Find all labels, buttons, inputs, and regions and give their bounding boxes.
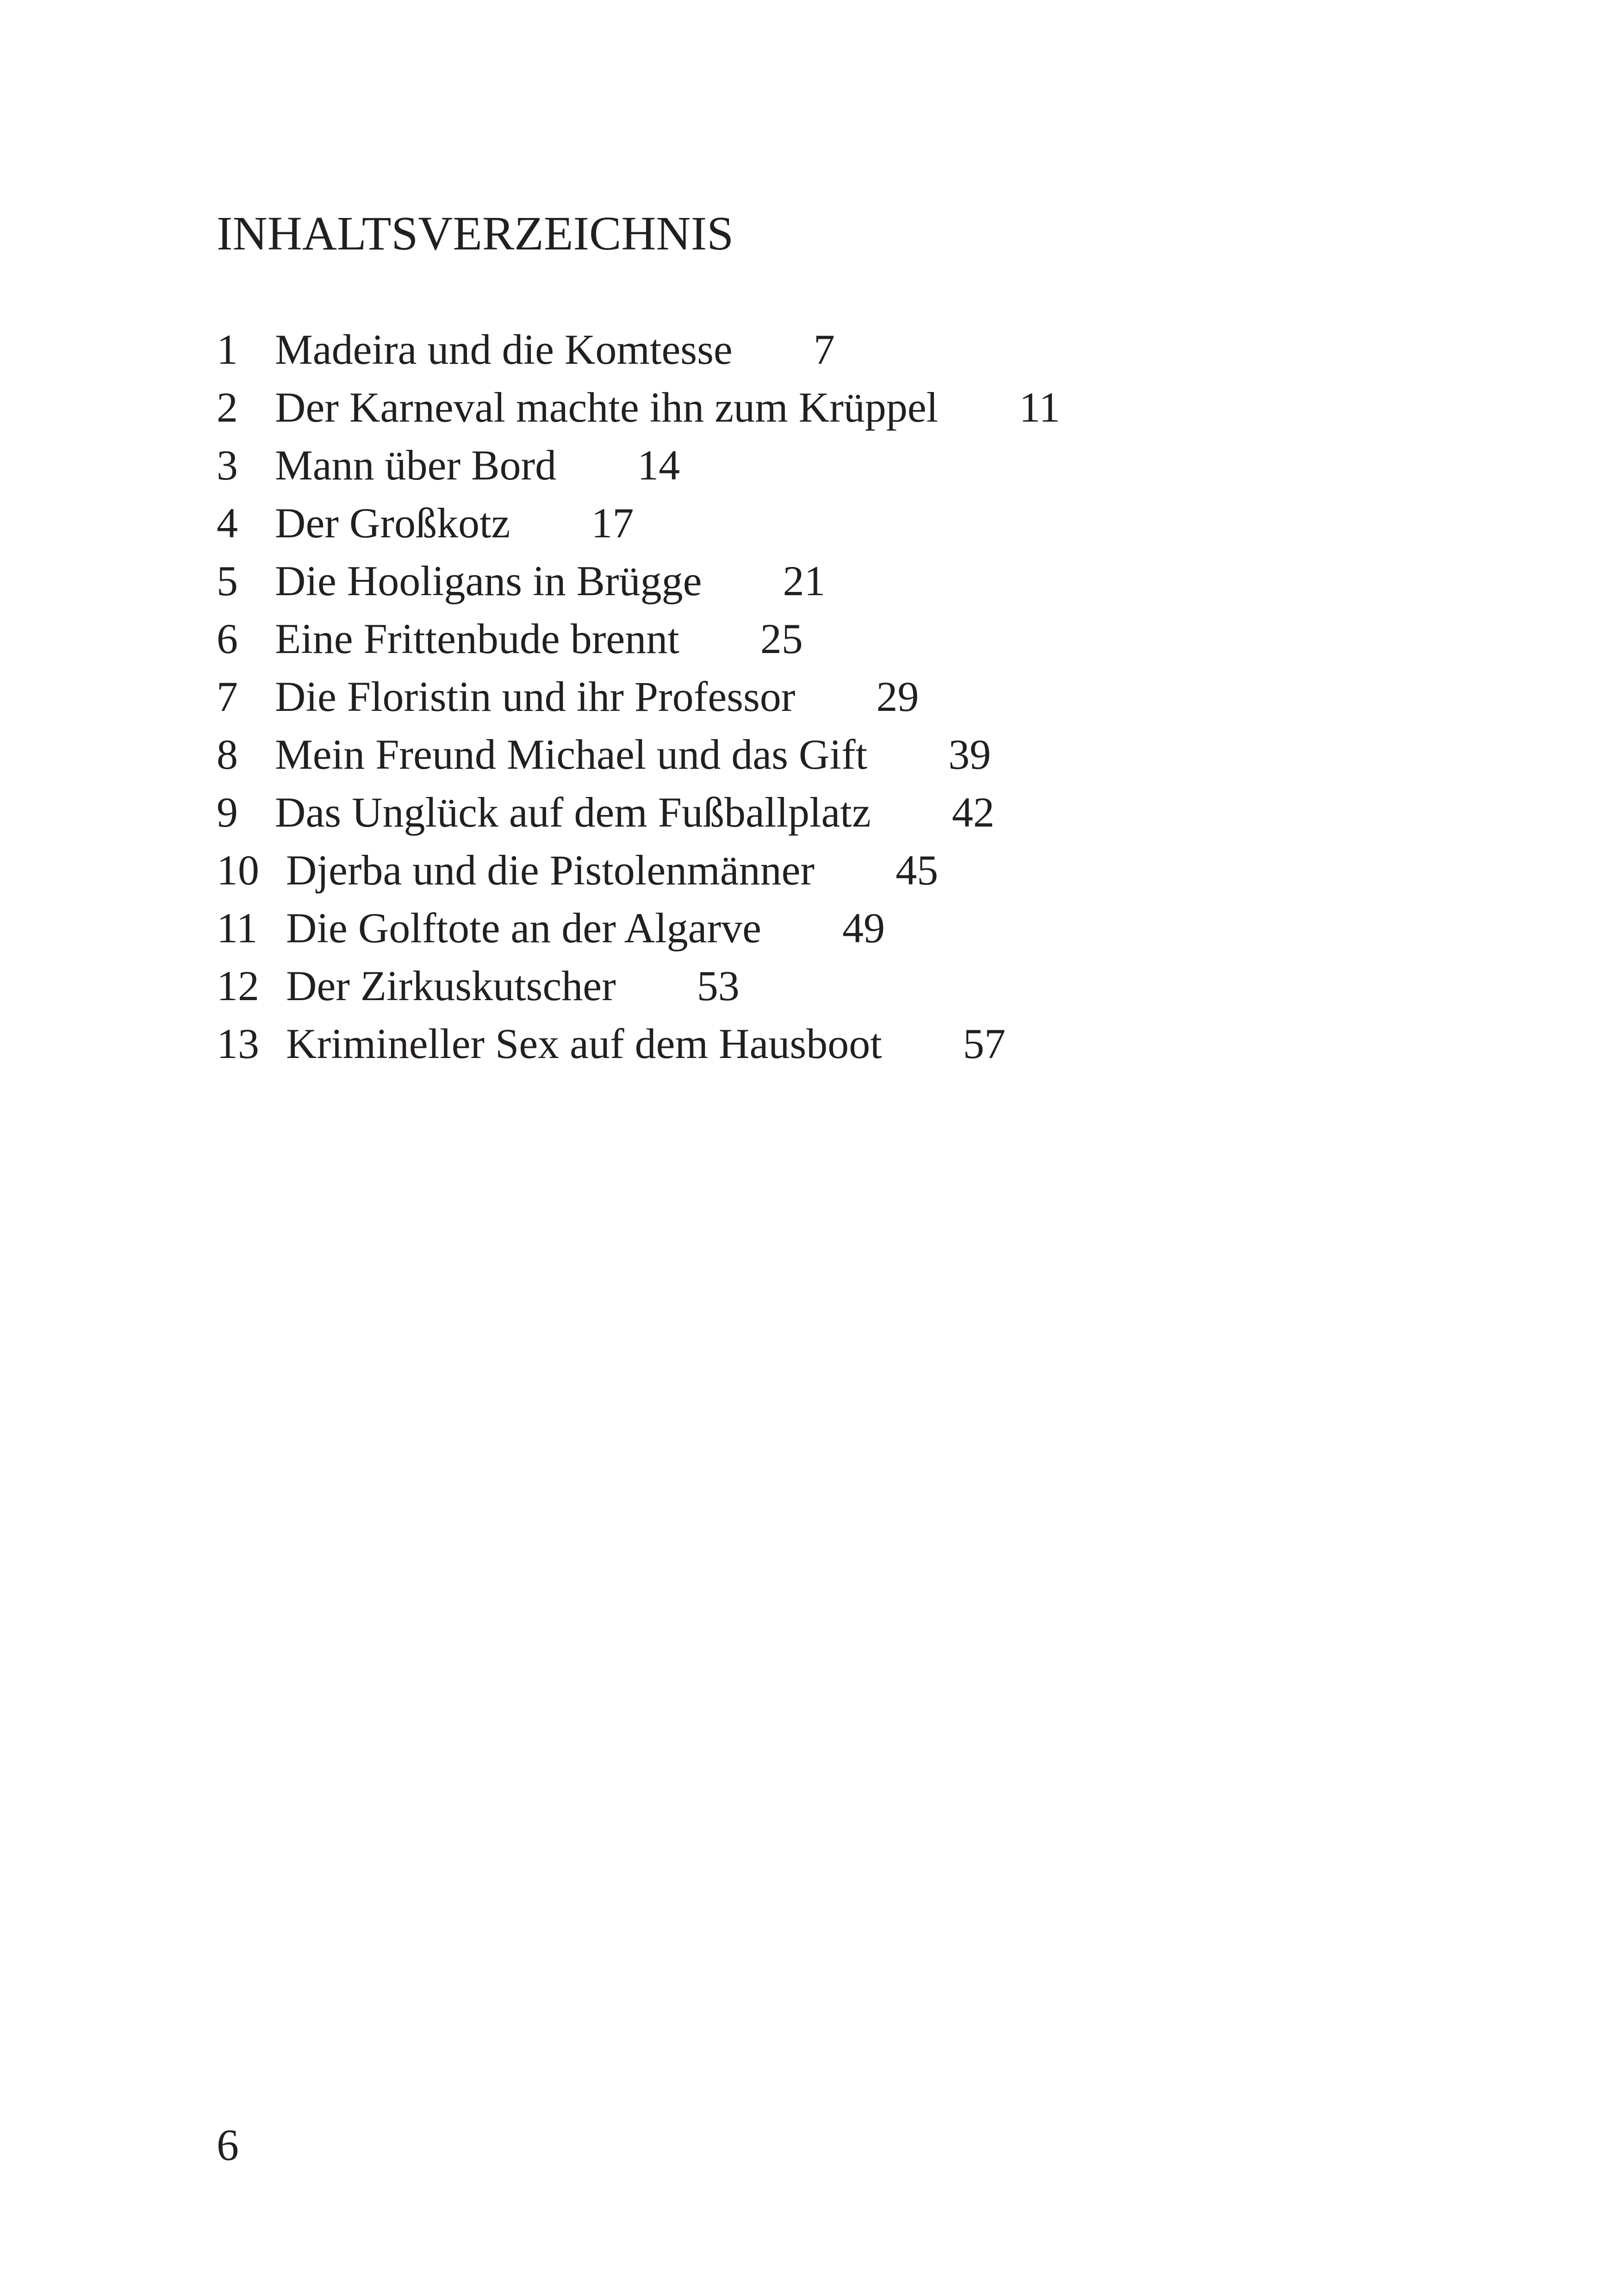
- chapter-page: 17: [591, 499, 634, 547]
- chapter-number: 11: [217, 904, 258, 952]
- toc-entry-13: [217, 1015, 1060, 1073]
- chapter-page: 14: [637, 442, 680, 489]
- chapter-title: Das Unglück auf dem Fußballplatz: [275, 789, 871, 836]
- toc-entry-9: [217, 784, 1060, 841]
- chapter-number: 4: [217, 499, 238, 547]
- chapter-number: 7: [217, 673, 238, 720]
- chapter-number: 9: [217, 789, 238, 836]
- chapter-title: Eine Frittenbude brennt: [275, 615, 679, 662]
- chapter-number: 3: [217, 442, 238, 489]
- toc-entry-7: [217, 668, 1060, 726]
- toc-entry-8: [217, 726, 1060, 784]
- chapter-title: Madeira und die Komtesse: [275, 326, 733, 373]
- chapter-number: 5: [217, 557, 238, 604]
- chapter-number: 2: [217, 384, 238, 431]
- chapter-page: 21: [783, 557, 826, 604]
- toc-entry-1: [217, 321, 1060, 379]
- chapter-title: Mann über Bord: [275, 442, 557, 489]
- toc-list: [217, 321, 1060, 1073]
- chapter-page: 25: [760, 615, 803, 662]
- chapter-number: 12: [217, 962, 259, 1009]
- toc-entry-2: [217, 379, 1060, 436]
- chapter-title: Mein Freund Michael und das Gift: [275, 731, 868, 778]
- chapter-title: Krimineller Sex auf dem Hausboot: [286, 1020, 882, 1067]
- toc-entry-12: [217, 957, 1060, 1015]
- toc-entry-6: [217, 610, 1060, 668]
- chapter-title: Die Floristin und ihr Professor: [275, 673, 796, 720]
- chapter-number: 8: [217, 731, 238, 778]
- chapter-number: 13: [217, 1020, 259, 1067]
- toc-entry-11: [217, 899, 1060, 957]
- chapter-page: 7: [813, 326, 835, 373]
- chapter-number: 1: [217, 326, 238, 373]
- chapter-title: Der Zirkuskutscher: [286, 962, 616, 1009]
- toc-heading: INHALTSVERZEICHNIS: [217, 207, 734, 260]
- chapter-page: 29: [876, 673, 919, 720]
- chapter-title: Die Hooligans in Brügge: [275, 557, 702, 604]
- chapter-page: 49: [842, 904, 885, 952]
- chapter-page: 11: [1019, 384, 1060, 431]
- toc-entry-3: [217, 436, 1060, 494]
- chapter-title: Der Karneval machte ihn zum Krüppel: [275, 384, 939, 431]
- chapter-page: 45: [896, 846, 939, 894]
- toc-entry-10: [217, 841, 1060, 899]
- chapter-page: 53: [697, 962, 740, 1009]
- chapter-title: Die Golftote an der Algarve: [286, 904, 761, 952]
- page-number: 6: [217, 2120, 239, 2170]
- chapter-number: 10: [217, 846, 259, 894]
- chapter-title: Djerba und die Pistolenmänner: [286, 846, 815, 894]
- chapter-page: 57: [963, 1020, 1006, 1067]
- toc-entry-4: [217, 494, 1060, 552]
- toc-entry-5: [217, 552, 1060, 610]
- chapter-page: 42: [952, 789, 995, 836]
- chapter-page: 39: [948, 731, 991, 778]
- chapter-number: 6: [217, 615, 238, 662]
- chapter-title: Der Großkotz: [275, 499, 510, 547]
